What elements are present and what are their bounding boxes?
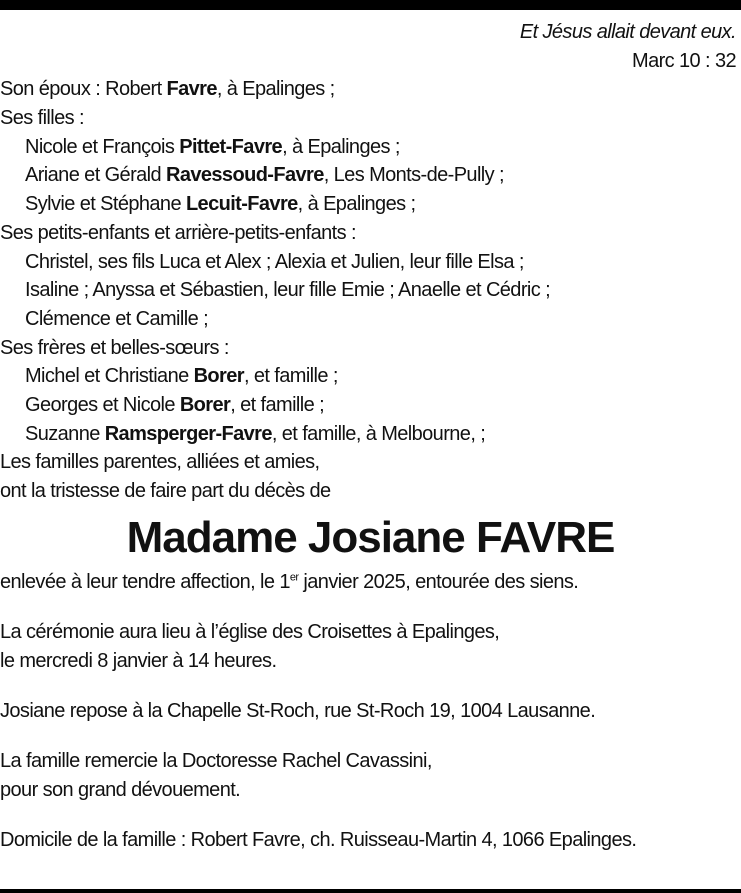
daughter-prefix: Nicole et François [25, 135, 180, 158]
sibling-line [0, 391, 741, 420]
obituary-notice [0, 18, 741, 855]
daughter-prefix: Ariane et Gérald [25, 164, 166, 187]
sibling-surname: Borer [193, 365, 244, 388]
death-ordinal: er [289, 571, 299, 584]
sibling-prefix: Suzanne [25, 422, 105, 445]
thanks-line: pour son grand dévouement. [0, 778, 241, 801]
sibling-line [0, 362, 741, 391]
daughter-line [0, 190, 741, 219]
ceremony-line: La cérémonie aura lieu à l’église des Croisettes à Epalinges, [0, 620, 500, 643]
daughter-surname: Lecuit-Favre [185, 193, 298, 216]
daughter-suffix: , Les Monts-de-Pully ; [323, 164, 504, 187]
death-line [0, 568, 741, 597]
bible-verse: Et Jésus allait devant eux. [519, 21, 736, 43]
daughter-prefix: Sylvie et Stéphane [25, 193, 186, 216]
daughter-surname: Pittet-Favre [179, 135, 283, 158]
sibling-suffix: , et famille, à Melbourne, ; [271, 422, 486, 445]
spouse-suffix: , à Epalinges ; [216, 78, 335, 101]
sibling-surname: Ramsperger-Favre [104, 422, 272, 445]
death-prefix: enlevée à leur tendre affection, le 1 [0, 570, 290, 593]
resting-place-line: Josiane repose à la Chapelle St-Roch, rue St-Roch 19, 1004 Lausanne. [0, 699, 596, 722]
sibling-prefix: Michel et Christiane [25, 365, 194, 388]
grandchildren-line: Christel, ses fils Luca et Alex ; Alexia et Julien, leur fille Elsa ; [25, 250, 524, 273]
grandchildren-label: Ses petits-enfants et arrière-petits-enfants : [0, 221, 356, 244]
deceased-name: Madame Josiane FAVRE [126, 512, 615, 562]
death-suffix: janvier 2025, entourée des siens. [298, 570, 579, 593]
spouse-prefix: Son époux : Robert [0, 78, 167, 101]
sibling-prefix: Georges et Nicole [25, 393, 180, 416]
top-rule [0, 0, 741, 10]
sibling-line [0, 420, 741, 449]
announcement-line: ont la tristesse de faire part du décès de [0, 480, 331, 502]
relatives-line: Les familles parentes, alliées et amies, [0, 451, 320, 474]
spouse-surname: Favre [166, 78, 217, 101]
daughter-surname: Ravessoud-Favre [166, 164, 324, 187]
daughter-suffix: , à Epalinges ; [282, 135, 400, 158]
thanks-line: La famille remercie la Doctoresse Rachel Cavassini, [0, 749, 432, 772]
grandchildren-line: Clémence et Camille ; [25, 307, 209, 330]
siblings-label: Ses frères et belles-sœurs : [0, 336, 229, 359]
daughter-line [0, 161, 741, 190]
daughter-suffix: , à Epalinges ; [297, 193, 416, 216]
domicile-line: Domicile de la famille : Robert Favre, ch. Ruisseau-Martin 4, 1066 Epalinges. [0, 828, 637, 851]
ceremony-line: le mercredi 8 janvier à 14 heures. [0, 649, 277, 672]
daughter-line [0, 133, 741, 162]
bible-reference: Marc 10 : 32 [632, 49, 736, 72]
spouse-line [0, 75, 741, 104]
bottom-rule [0, 889, 741, 893]
grandchildren-line: Isaline ; Anyssa et Sébastien, leur fille Emie ; Anaelle et Cédric ; [25, 279, 551, 302]
sibling-suffix: , et famille ; [230, 393, 325, 416]
sibling-surname: Borer [179, 393, 231, 416]
daughters-label: Ses filles : [0, 107, 84, 130]
sibling-suffix: , et famille ; [243, 365, 338, 388]
